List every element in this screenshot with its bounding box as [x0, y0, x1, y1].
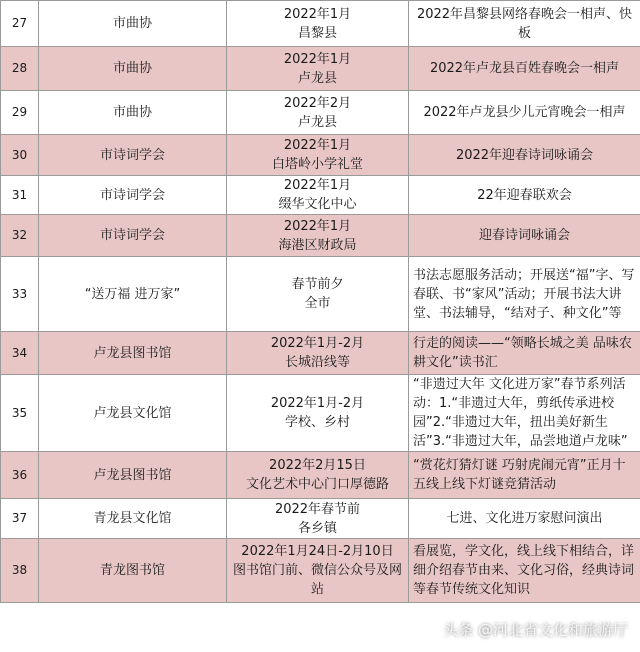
row-number: 34: [1, 332, 39, 375]
time-text: 2022年2月: [283, 95, 352, 111]
location-text: 长城沿线等: [284, 355, 350, 370]
row-number: 37: [1, 499, 39, 539]
table-row: [1, 91, 640, 135]
location-text: 学校、乡村: [284, 415, 350, 430]
time-text: 2022年1月24日-2月10日: [241, 544, 394, 559]
table-row: [1, 257, 640, 332]
organizer-cell: 市诗词学会: [39, 176, 227, 215]
time-text: 2022年春节前: [274, 501, 361, 517]
watermark-text: 头条 @河北省文化和旅游厅: [443, 621, 628, 639]
organizer-cell: 市曲协: [39, 1, 227, 47]
organizer-cell: 卢龙县图书馆: [39, 452, 227, 499]
row-number: 28: [1, 47, 39, 91]
time-location-cell: [227, 452, 409, 499]
activity-cell: 看展览，学文化，线上线下相结合，详细介绍春节由来、文化习俗，经典诗词等春节传统文化知识: [409, 539, 640, 603]
row-number: 35: [1, 375, 39, 452]
organizer-cell: 市曲协: [39, 91, 227, 135]
activity-cell: 2022年卢龙县少儿元宵晚会一相声: [409, 91, 640, 135]
time-text: 2022年1月: [283, 51, 352, 67]
time-text: 春节前夕: [291, 277, 344, 292]
time-text: 2022年1月-2月: [270, 396, 365, 411]
time-location-cell: [227, 375, 409, 452]
organizer-cell: 市诗词学会: [39, 215, 227, 257]
time-location-cell: [227, 47, 409, 91]
row-number: 29: [1, 91, 39, 135]
activity-cell: 书法志愿服务活动；开展送“福”字、写春联、书“家风”活动；开展书法大讲堂、书法辅导，“结对子、种文化”等: [409, 257, 640, 332]
time-location-cell: [227, 215, 409, 257]
time-text: 2022年1月: [283, 6, 352, 22]
time-location-cell: [227, 257, 409, 332]
row-number: 27: [1, 1, 39, 47]
time-text: 2022年1月: [283, 138, 352, 153]
location-text: 白塔岭小学礼堂: [271, 157, 363, 172]
activity-cell: 2022年卢龙县百姓春晚会一相声: [409, 47, 640, 91]
activity-cell: 迎春诗词咏诵会: [409, 215, 640, 257]
row-number: 31: [1, 176, 39, 215]
time-location-cell: [227, 539, 409, 603]
activity-cell: 2022年迎春诗词咏诵会: [409, 135, 640, 176]
table-row: [1, 176, 640, 215]
location-text: 文化艺术中心门口厚德路: [245, 477, 389, 492]
location-text: 昌黎县: [297, 25, 337, 41]
organizer-cell: 青龙县文化馆: [39, 499, 227, 539]
time-location-cell: [227, 176, 409, 215]
table-row: [1, 375, 640, 452]
time-location-cell: [227, 499, 409, 539]
activity-cell: “赏花灯猜灯谜 巧射虎闹元宵”正月十五线上线下灯谜竞猜活动: [409, 452, 640, 499]
time-location-cell: [227, 135, 409, 176]
activity-cell: 行走的阅读——“领略长城之美 品味农耕文化”读书汇: [409, 332, 640, 375]
location-text: 各乡镇: [297, 520, 337, 536]
organizer-cell: “送万福 进万家”: [39, 257, 227, 332]
time-text: 2022年1月-2月: [270, 336, 365, 351]
organizer-cell: 青龙图书馆: [39, 539, 227, 603]
organizer-cell: 卢龙县文化馆: [39, 375, 227, 452]
organizer-cell: 市曲协: [39, 47, 227, 91]
table-row: [1, 452, 640, 499]
row-number: 33: [1, 257, 39, 332]
time-location-cell: [227, 1, 409, 47]
table-row: [1, 47, 640, 91]
table-row: [1, 499, 640, 539]
location-text: 缀华文化中心: [278, 197, 357, 212]
time-location-cell: [227, 91, 409, 135]
table-row: [1, 332, 640, 375]
organizer-cell: 市诗词学会: [39, 135, 227, 176]
table-row: [1, 215, 640, 257]
time-text: 2022年1月: [283, 218, 352, 234]
location-text: 全市: [304, 296, 331, 311]
activity-cell: “非遗过大年 文化进万家”春节系列活动：1.“非遗过大年，剪纸传承进校园”2.“非遗过大年，扭出美好新生活”3.“非遗过大年，品尝地道卢龙味”: [409, 375, 640, 452]
row-number: 36: [1, 452, 39, 499]
activity-cell: 2022年昌黎县网络春晚会一相声、快板: [409, 1, 640, 47]
time-text: 2022年1月: [283, 178, 352, 193]
location-text: 卢龙县: [297, 70, 337, 86]
location-text: 图书馆门前、微信公众号及网站: [232, 563, 402, 597]
table-row: [1, 135, 640, 176]
location-text: 海港区财政局: [278, 237, 357, 253]
row-number: 32: [1, 215, 39, 257]
time-text: 2022年2月15日: [269, 458, 366, 473]
table-row: [1, 539, 640, 603]
time-location-cell: [227, 332, 409, 375]
table-row: [1, 1, 640, 47]
location-text: 卢龙县: [297, 114, 337, 130]
organizer-cell: 卢龙县图书馆: [39, 332, 227, 375]
activity-cell: 22年迎春联欢会: [409, 176, 640, 215]
activity-cell: 七进、文化进万家慰问演出: [409, 499, 640, 539]
row-number: 38: [1, 539, 39, 603]
row-number: 30: [1, 135, 39, 176]
